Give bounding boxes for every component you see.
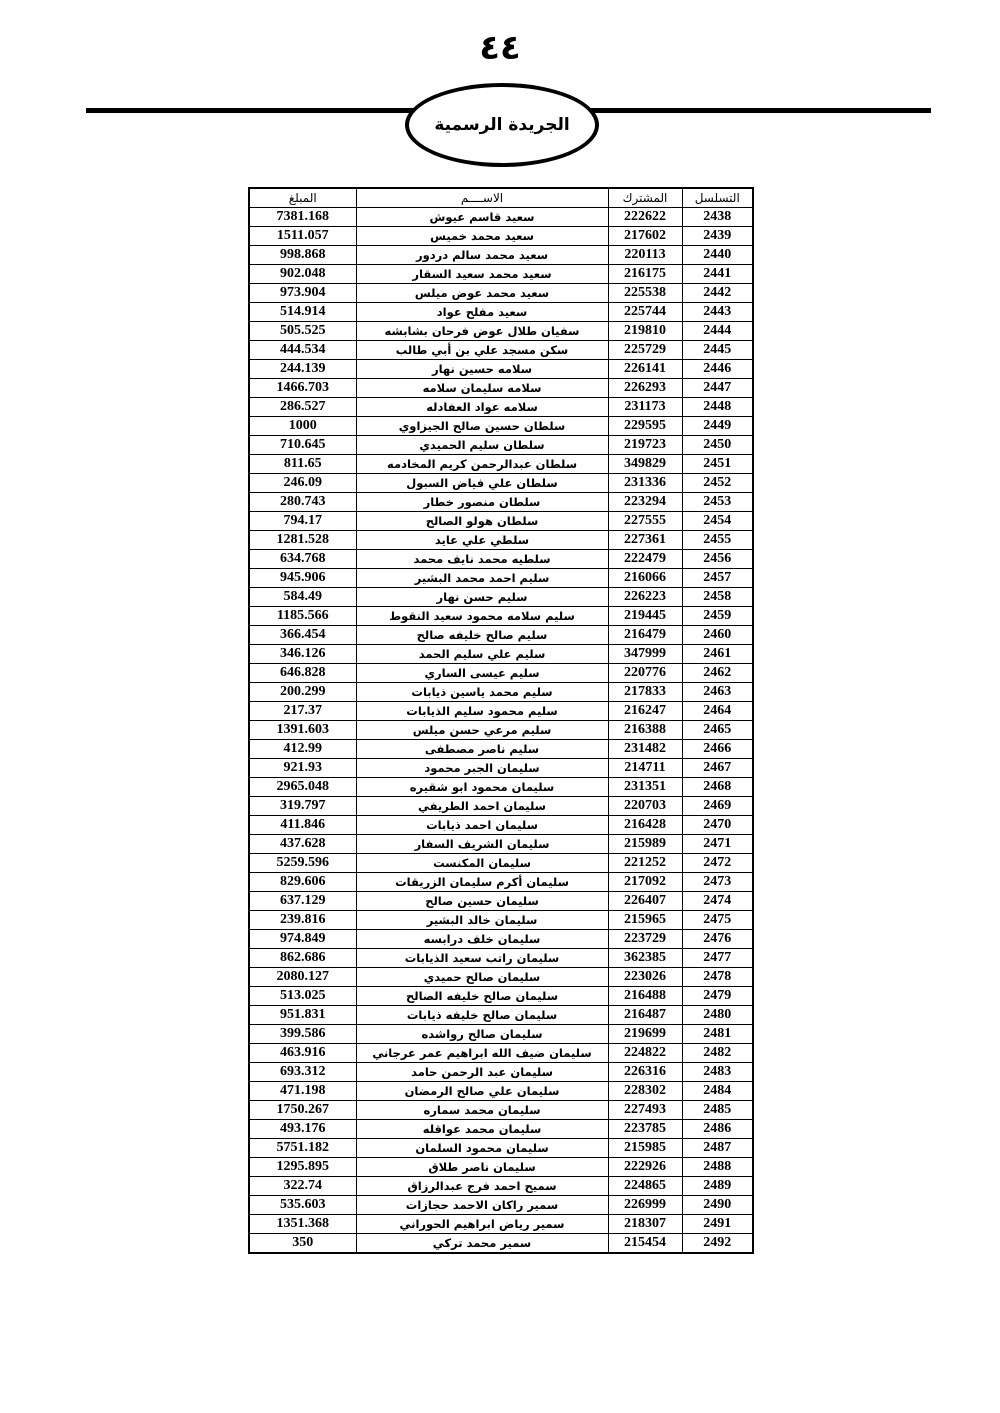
cell-subscriber: 347999	[608, 645, 682, 664]
cell-serial: 2476	[682, 930, 753, 949]
table-row	[249, 550, 753, 569]
cell-serial: 2484	[682, 1082, 753, 1101]
gazette-title-badge	[405, 83, 599, 167]
cell-serial: 2486	[682, 1120, 753, 1139]
table-row	[249, 626, 753, 645]
cell-name: سليمان محمود ابو شقيره	[356, 778, 608, 797]
table-body	[249, 208, 753, 1254]
cell-serial: 2455	[682, 531, 753, 550]
table-row	[249, 1082, 753, 1101]
cell-amount: 463.916	[249, 1044, 356, 1063]
cell-amount: 973.904	[249, 284, 356, 303]
cell-serial: 2481	[682, 1025, 753, 1044]
cell-subscriber: 227361	[608, 531, 682, 550]
cell-subscriber: 221252	[608, 854, 682, 873]
cell-name: سليمان محمود السلمان	[356, 1139, 608, 1158]
cell-name: سميح احمد فرج عبدالرزاق	[356, 1177, 608, 1196]
table-row	[249, 987, 753, 1006]
cell-serial: 2474	[682, 892, 753, 911]
cell-subscriber: 231482	[608, 740, 682, 759]
cell-subscriber: 217602	[608, 227, 682, 246]
cell-amount: 505.525	[249, 322, 356, 341]
cell-subscriber: 223294	[608, 493, 682, 512]
cell-subscriber: 226141	[608, 360, 682, 379]
cell-serial: 2487	[682, 1139, 753, 1158]
cell-serial: 2466	[682, 740, 753, 759]
cell-amount: 366.454	[249, 626, 356, 645]
cell-name: سليمان أكرم سليمان الزريقات	[356, 873, 608, 892]
cell-serial: 2447	[682, 379, 753, 398]
cell-subscriber: 223026	[608, 968, 682, 987]
table-row	[249, 1215, 753, 1234]
cell-amount: 350	[249, 1234, 356, 1254]
cell-serial: 2472	[682, 854, 753, 873]
table-row	[249, 911, 753, 930]
cell-name: سليمان ضيف الله ابراهيم عمر عرجاني	[356, 1044, 608, 1063]
cell-amount: 998.868	[249, 246, 356, 265]
cell-subscriber: 217833	[608, 683, 682, 702]
cell-serial: 2458	[682, 588, 753, 607]
cell-subscriber: 226316	[608, 1063, 682, 1082]
cell-subscriber: 227493	[608, 1101, 682, 1120]
cell-amount: 710.645	[249, 436, 356, 455]
cell-amount: 2965.048	[249, 778, 356, 797]
cell-amount: 811.65	[249, 455, 356, 474]
cell-name: سليمان علي صالح الرمضان	[356, 1082, 608, 1101]
cell-amount: 974.849	[249, 930, 356, 949]
table-header-row	[249, 188, 753, 208]
cell-serial: 2465	[682, 721, 753, 740]
cell-name: سليمان حسين صالح	[356, 892, 608, 911]
cell-amount: 246.09	[249, 474, 356, 493]
cell-subscriber: 222622	[608, 208, 682, 227]
cell-serial: 2480	[682, 1006, 753, 1025]
cell-serial: 2441	[682, 265, 753, 284]
cell-name: سلطان عبدالرحمن كريم المخادمه	[356, 455, 608, 474]
table-row	[249, 531, 753, 550]
cell-serial: 2451	[682, 455, 753, 474]
cell-amount: 584.49	[249, 588, 356, 607]
table-row	[249, 1101, 753, 1120]
cell-subscriber: 219445	[608, 607, 682, 626]
cell-amount: 444.534	[249, 341, 356, 360]
table-row	[249, 246, 753, 265]
table-row	[249, 1025, 753, 1044]
table-row	[249, 1044, 753, 1063]
cell-subscriber: 220776	[608, 664, 682, 683]
cell-name: سليم حسن نهار	[356, 588, 608, 607]
cell-amount: 5259.596	[249, 854, 356, 873]
table-row	[249, 721, 753, 740]
cell-name: سليمان احمد ذيابات	[356, 816, 608, 835]
table-row	[249, 417, 753, 436]
table-row	[249, 683, 753, 702]
cell-subscriber: 215989	[608, 835, 682, 854]
cell-amount: 693.312	[249, 1063, 356, 1082]
table-row	[249, 227, 753, 246]
table-row	[249, 702, 753, 721]
cell-serial: 2444	[682, 322, 753, 341]
cell-name: سليمان راتب سعيد الذيابات	[356, 949, 608, 968]
cell-subscriber: 224865	[608, 1177, 682, 1196]
table-row	[249, 379, 753, 398]
cell-serial: 2442	[682, 284, 753, 303]
cell-amount: 412.99	[249, 740, 356, 759]
cell-subscriber: 219723	[608, 436, 682, 455]
cell-serial: 2473	[682, 873, 753, 892]
cell-serial: 2446	[682, 360, 753, 379]
column-header-subscriber: المشترك	[608, 188, 682, 208]
cell-name: سليمان صالح خليفه الصالح	[356, 987, 608, 1006]
table-row	[249, 436, 753, 455]
cell-serial: 2470	[682, 816, 753, 835]
cell-name: سلامه حسين نهار	[356, 360, 608, 379]
cell-name: سليمان المكنست	[356, 854, 608, 873]
cell-serial: 2479	[682, 987, 753, 1006]
cell-subscriber: 216388	[608, 721, 682, 740]
table-row	[249, 1196, 753, 1215]
table-row	[249, 1139, 753, 1158]
cell-subscriber: 215454	[608, 1234, 682, 1254]
cell-subscriber: 225729	[608, 341, 682, 360]
cell-subscriber: 225538	[608, 284, 682, 303]
gazette-title: الجريدة الرسمية	[434, 115, 570, 135]
cell-name: سعيد مفلح عواد	[356, 303, 608, 322]
cell-serial: 2483	[682, 1063, 753, 1082]
cell-name: سليم محمد ياسين ذيابات	[356, 683, 608, 702]
cell-amount: 1185.566	[249, 607, 356, 626]
cell-subscriber: 219699	[608, 1025, 682, 1044]
cell-name: سليم علي سليم الحمد	[356, 645, 608, 664]
cell-name: سليم ناصر مصطفى	[356, 740, 608, 759]
table-row	[249, 797, 753, 816]
cell-subscriber: 216175	[608, 265, 682, 284]
cell-amount: 1750.267	[249, 1101, 356, 1120]
cell-name: سلامه سليمان سلامه	[356, 379, 608, 398]
cell-amount: 634.768	[249, 550, 356, 569]
table-row	[249, 930, 753, 949]
cell-name: سلطان سليم الحميدي	[356, 436, 608, 455]
cell-name: سعيد قاسم عيوش	[356, 208, 608, 227]
cell-subscriber: 222926	[608, 1158, 682, 1177]
table-row	[249, 1158, 753, 1177]
table-row	[249, 398, 753, 417]
cell-subscriber: 215965	[608, 911, 682, 930]
table-row	[249, 949, 753, 968]
cell-serial: 2450	[682, 436, 753, 455]
cell-name: سليمان ناصر طلاق	[356, 1158, 608, 1177]
cell-subscriber: 349829	[608, 455, 682, 474]
cell-amount: 535.603	[249, 1196, 356, 1215]
cell-amount: 951.831	[249, 1006, 356, 1025]
cell-name: سليمان عبد الرحمن حامد	[356, 1063, 608, 1082]
table-row	[249, 778, 753, 797]
cell-serial: 2468	[682, 778, 753, 797]
cell-amount: 1511.057	[249, 227, 356, 246]
cell-amount: 200.299	[249, 683, 356, 702]
cell-amount: 513.025	[249, 987, 356, 1006]
cell-subscriber: 226293	[608, 379, 682, 398]
cell-subscriber: 216487	[608, 1006, 682, 1025]
table-row	[249, 892, 753, 911]
cell-subscriber: 216428	[608, 816, 682, 835]
cell-subscriber: 231336	[608, 474, 682, 493]
cell-subscriber: 226999	[608, 1196, 682, 1215]
cell-name: سليم صالح خليفه صالح	[356, 626, 608, 645]
cell-serial: 2445	[682, 341, 753, 360]
cell-serial: 2453	[682, 493, 753, 512]
table-row	[249, 360, 753, 379]
table-row	[249, 1120, 753, 1139]
cell-name: سليمان احمد الطريفي	[356, 797, 608, 816]
cell-subscriber: 215985	[608, 1139, 682, 1158]
cell-serial: 2449	[682, 417, 753, 436]
cell-amount: 1466.703	[249, 379, 356, 398]
table-row	[249, 265, 753, 284]
table-row	[249, 759, 753, 778]
cell-name: سليمان خلف درابسه	[356, 930, 608, 949]
cell-serial: 2448	[682, 398, 753, 417]
cell-amount: 945.906	[249, 569, 356, 588]
cell-serial: 2469	[682, 797, 753, 816]
cell-name: سليم مرعي حسن ميلس	[356, 721, 608, 740]
cell-serial: 2443	[682, 303, 753, 322]
cell-serial: 2467	[682, 759, 753, 778]
cell-serial: 2459	[682, 607, 753, 626]
cell-name: سليمان خالد البشير	[356, 911, 608, 930]
cell-serial: 2471	[682, 835, 753, 854]
table-row	[249, 208, 753, 227]
page-number: ٤٤	[479, 28, 521, 68]
cell-subscriber: 216479	[608, 626, 682, 645]
cell-amount: 286.527	[249, 398, 356, 417]
cell-serial: 2478	[682, 968, 753, 987]
cell-subscriber: 223785	[608, 1120, 682, 1139]
cell-amount: 2080.127	[249, 968, 356, 987]
cell-subscriber: 231351	[608, 778, 682, 797]
cell-amount: 437.628	[249, 835, 356, 854]
cell-serial: 2492	[682, 1234, 753, 1254]
cell-name: سليمان صالح رواشده	[356, 1025, 608, 1044]
subscribers-table	[248, 187, 754, 1254]
cell-amount: 1351.368	[249, 1215, 356, 1234]
table-row	[249, 1006, 753, 1025]
cell-amount: 1295.895	[249, 1158, 356, 1177]
cell-serial: 2491	[682, 1215, 753, 1234]
cell-serial: 2490	[682, 1196, 753, 1215]
cell-name: سفيان طلال عوض فرحان بشابشه	[356, 322, 608, 341]
cell-name: سليم سلامه محمود سعيد النقوط	[356, 607, 608, 626]
cell-serial: 2452	[682, 474, 753, 493]
table-row	[249, 1234, 753, 1254]
cell-name: سلطان علي فياض السبول	[356, 474, 608, 493]
table-row	[249, 1177, 753, 1196]
table-row	[249, 607, 753, 626]
cell-amount: 399.586	[249, 1025, 356, 1044]
cell-subscriber: 217092	[608, 873, 682, 892]
cell-name: سعيد محمد خميس	[356, 227, 608, 246]
cell-subscriber: 226223	[608, 588, 682, 607]
cell-amount: 902.048	[249, 265, 356, 284]
cell-subscriber: 218307	[608, 1215, 682, 1234]
cell-amount: 829.606	[249, 873, 356, 892]
cell-amount: 319.797	[249, 797, 356, 816]
cell-subscriber: 216488	[608, 987, 682, 1006]
cell-subscriber: 224822	[608, 1044, 682, 1063]
cell-serial: 2475	[682, 911, 753, 930]
column-header-amount: المبلغ	[249, 188, 356, 208]
cell-serial: 2460	[682, 626, 753, 645]
cell-serial: 2454	[682, 512, 753, 531]
cell-amount: 637.129	[249, 892, 356, 911]
cell-amount: 5751.182	[249, 1139, 356, 1158]
table-row	[249, 493, 753, 512]
cell-name: سليمان صالح حميدي	[356, 968, 608, 987]
table-row	[249, 816, 753, 835]
cell-serial: 2440	[682, 246, 753, 265]
cell-name: سلامه عواد العفادله	[356, 398, 608, 417]
table-row	[249, 968, 753, 987]
cell-name: سليمان صالح خليفه ذيابات	[356, 1006, 608, 1025]
cell-serial: 2477	[682, 949, 753, 968]
cell-amount: 411.846	[249, 816, 356, 835]
cell-name: سمير رياض ابراهيم الحوراني	[356, 1215, 608, 1234]
cell-serial: 2489	[682, 1177, 753, 1196]
cell-name: سلطان هولو الصالح	[356, 512, 608, 531]
cell-subscriber: 362385	[608, 949, 682, 968]
cell-amount: 7381.168	[249, 208, 356, 227]
cell-amount: 1391.603	[249, 721, 356, 740]
cell-name: سليمان الشريف السفار	[356, 835, 608, 854]
table-row	[249, 873, 753, 892]
cell-amount: 471.198	[249, 1082, 356, 1101]
cell-serial: 2456	[682, 550, 753, 569]
cell-subscriber: 228302	[608, 1082, 682, 1101]
cell-amount: 514.914	[249, 303, 356, 322]
cell-subscriber: 219810	[608, 322, 682, 341]
table-row	[249, 1063, 753, 1082]
cell-subscriber: 223729	[608, 930, 682, 949]
table-row	[249, 588, 753, 607]
cell-subscriber: 227555	[608, 512, 682, 531]
cell-amount: 239.816	[249, 911, 356, 930]
cell-serial: 2482	[682, 1044, 753, 1063]
cell-name: سليمان محمد سماره	[356, 1101, 608, 1120]
cell-subscriber: 220703	[608, 797, 682, 816]
column-header-serial: التسلسل	[682, 188, 753, 208]
cell-amount: 280.743	[249, 493, 356, 512]
cell-subscriber: 229595	[608, 417, 682, 436]
table-row	[249, 512, 753, 531]
cell-subscriber: 216247	[608, 702, 682, 721]
cell-subscriber: 220113	[608, 246, 682, 265]
cell-name: سليم محمود سليم الذيابات	[356, 702, 608, 721]
cell-name: سلطيه محمد نايف محمد	[356, 550, 608, 569]
table-row	[249, 474, 753, 493]
column-header-name: الاســــم	[356, 188, 608, 208]
cell-subscriber: 226407	[608, 892, 682, 911]
table-row	[249, 284, 753, 303]
cell-subscriber: 214711	[608, 759, 682, 778]
cell-name: سمير راكان الاحمد حجازات	[356, 1196, 608, 1215]
cell-serial: 2485	[682, 1101, 753, 1120]
cell-amount: 862.686	[249, 949, 356, 968]
cell-name: سليمان محمد عواقله	[356, 1120, 608, 1139]
cell-subscriber: 216066	[608, 569, 682, 588]
cell-subscriber: 222479	[608, 550, 682, 569]
cell-serial: 2457	[682, 569, 753, 588]
cell-serial: 2462	[682, 664, 753, 683]
cell-name: سليم عيسى الساري	[356, 664, 608, 683]
cell-name: سليمان الجبر محمود	[356, 759, 608, 778]
table-row	[249, 322, 753, 341]
table-row	[249, 664, 753, 683]
cell-amount: 217.37	[249, 702, 356, 721]
cell-amount: 322.74	[249, 1177, 356, 1196]
table-row	[249, 341, 753, 360]
cell-amount: 346.126	[249, 645, 356, 664]
cell-name: سمير محمد تركي	[356, 1234, 608, 1254]
table-row	[249, 645, 753, 664]
cell-name: سلطان حسين صالح الجيزاوي	[356, 417, 608, 436]
cell-name: سكن مسجد علي بن أبي طالب	[356, 341, 608, 360]
table-row	[249, 303, 753, 322]
cell-amount: 794.17	[249, 512, 356, 531]
cell-name: سلطي علي عايد	[356, 531, 608, 550]
cell-subscriber: 225744	[608, 303, 682, 322]
cell-name: سلطان منصور خطار	[356, 493, 608, 512]
cell-serial: 2439	[682, 227, 753, 246]
cell-name: سعيد محمد سالم دردور	[356, 246, 608, 265]
cell-serial: 2463	[682, 683, 753, 702]
cell-name: سعيد محمد سعيد السقار	[356, 265, 608, 284]
table-row	[249, 455, 753, 474]
cell-serial: 2488	[682, 1158, 753, 1177]
cell-serial: 2438	[682, 208, 753, 227]
table-row	[249, 740, 753, 759]
table-row	[249, 569, 753, 588]
cell-amount: 646.828	[249, 664, 356, 683]
cell-amount: 921.93	[249, 759, 356, 778]
cell-amount: 244.139	[249, 360, 356, 379]
table-row	[249, 854, 753, 873]
cell-subscriber: 231173	[608, 398, 682, 417]
cell-name: سعيد محمد عوض ميلس	[356, 284, 608, 303]
cell-name: سليم احمد محمد البشير	[356, 569, 608, 588]
table-row	[249, 835, 753, 854]
cell-serial: 2461	[682, 645, 753, 664]
cell-serial: 2464	[682, 702, 753, 721]
cell-amount: 1000	[249, 417, 356, 436]
cell-amount: 1281.528	[249, 531, 356, 550]
cell-amount: 493.176	[249, 1120, 356, 1139]
